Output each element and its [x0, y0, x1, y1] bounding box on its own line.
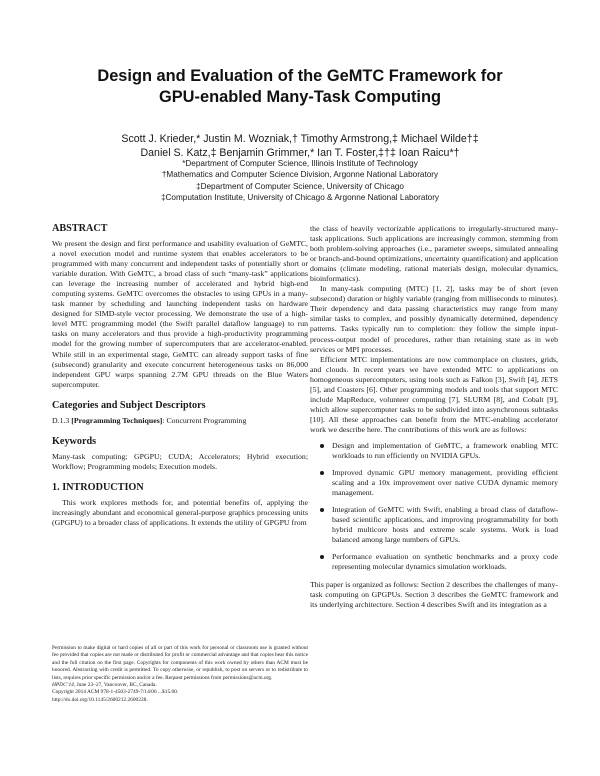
title-line-1: Design and Evaluation of the GeMTC Framework for: [97, 67, 503, 85]
doi-link[interactable]: http://dx.doi.org/10.1145/2600212.2600228.: [52, 696, 148, 703]
categories-text: [52, 416, 308, 426]
abstract-text: We present the design and first performance and usability evaluation of GeMTC, a novel execution model and runtime system that enables accelerators to be programmed with many concurrent and independent tasks of potentially short or variable duration. With GeMTC, a broad class of such “many-task” applications can leverage the increasing number of accelerated and hybrid high-end computing systems. GeMTC overcomes the obstacles to using GPUs in a many-task manner by scheduling and launching independent tasks on hardware designed for SIMD-style vector processing. We demonstrate the use of a high-level MTC programming model (the Swift parallel dataflow language) to run tasks on many accelerators and thus provide a high-productivity programming model for the growing number of supercomputers that are accelerator-enabled. While still in an experimental stage, GeMTC can already support tasks of fine (subsecond) granularity and execute concurrent heterogeneous tasks on 86,000 independent GPU warps spanning 2.7M GPU threads on the Blue Waters supercomputer.: [52, 239, 308, 389]
venue-name: HPDC’14,: [52, 682, 76, 689]
venue-details: June 23–27, Vancouver, BC, Canada.: [75, 682, 157, 689]
introduction-heading: 1. INTRODUCTION: [52, 481, 144, 493]
authors-line-2: Daniel S. Katz,‡ Benjamin Grimmer,* Ian T. Foster,‡†‡ Ioan Raicu*†: [140, 147, 460, 159]
keywords-heading: Keywords: [52, 435, 97, 447]
abstract-heading: ABSTRACT: [52, 223, 108, 234]
keywords-text: Many-task computing; GPGPU; CUDA; Accelerators; Hybrid execution; Workflow; Programming models; Execution models.: [52, 451, 308, 471]
bullet-icon: [320, 555, 324, 559]
affiliation-1: *Department of Computer Science, Illinois Institute of Technology: [182, 159, 418, 168]
categories-heading: Categories and Subject Descriptors: [52, 399, 206, 411]
bullet-icon: [320, 508, 324, 512]
contribution-text: Improved dynamic GPU memory management, providing efficient scaling and a 10x improvement over native CUDA dynamic memory management.: [332, 468, 558, 498]
contribution-list: [310, 441, 558, 573]
contribution-text: Design and implementation of GeMTC, a framework enabling MTC workloads to run efficiently on NVIDIA GPUs.: [332, 440, 558, 461]
author-list: [40, 132, 560, 160]
contribution-text: Integration of GeMTC with Swift, enabling a broad class of dataflow-based scientific applications, and improving programmability for both hybrid multicore hosts and extreme scale systems. Work is load balanced among large numbers of GPUs.: [332, 505, 558, 545]
list-item: [310, 468, 558, 498]
contribution-text: Performance evaluation on synthetic benchmarks and a proxy code representing molecular dynamics simulation workloads.: [332, 552, 558, 572]
category-bold: [Programming Techniques]: [71, 415, 163, 425]
bullet-icon: [320, 471, 324, 475]
list-item: [310, 505, 558, 545]
permission-text: Permission to make digital or hard copies of all or part of this work for personal or classroom use is granted without fee provided that copies are not made or distributed for profit or commercial advantage and that copies bear this notice and the full citation on the first page. Copyrights for components of this work owned by others than ACM must be honored. Abstracting with credit is permitted. To copy otherwise, or republish, to post on servers or to redistribute to lists, requires prior specific permission and/or a fee. Request permissions from permissions@acm.org.: [52, 645, 308, 681]
intro-paragraph: This work explores methods for, and potential benefits of, applying the increasingly abundant and economical general-purpose graphics processing units (GPGPU) to a broader class of applications. It extends the utility of GPGPU from: [52, 497, 308, 527]
bullet-icon: [320, 444, 324, 448]
right-paragraph-3: Efficient MTC implementations are now commonplace on clusters, grids, and clouds. In recent years we have extended MTC to applications on homogeneous supercomputers, using tools such as Falkon [3], Swift [4], JETS [5], and Coasters [6]. Other programming models and tools that support MTC include MapReduce, volunteer computing [7], SLURM [8], and Cobalt [9], which allow supercomputer tasks to be subdivided into asynchronous subtasks [10]. All these approaches can benefit from the MTC-enabling accelerator work we describe here. The contributions of this work are as follows:: [310, 354, 558, 434]
list-item: [310, 441, 558, 461]
category-code: D.1.3: [52, 415, 72, 425]
affiliation-2: †Mathematics and Computer Science Division, Argonne National Laboratory: [161, 170, 439, 180]
right-column: [310, 224, 558, 610]
affiliations: [40, 158, 560, 204]
title-line-2: GPU-enabled Many-Task Computing: [158, 88, 441, 106]
right-paragraph-1: the class of heavily vectorizable applications to irregularly-structured many-task applications. Such applications are increasingly common, stemming from both problem-solving approaches (i.e., parameter sweeps, simulated annealing or branch-and-bound optimizations, uncertainty quantification) and application domains (climate modeling, rational materials design, molecular dynamics, bioinformatics).: [310, 224, 558, 284]
category-rest: : Concurrent Programming: [162, 415, 247, 425]
authors-line-1: Scott J. Krieder,* Justin M. Wozniak,† Timothy Armstrong,‡ Michael Wilde†‡: [121, 133, 479, 145]
affiliation-4: ‡Computation Institute, University of Chicago & Argonne National Laboratory: [160, 193, 440, 203]
affiliation-3: ‡Department of Computer Science, University of Chicago: [196, 181, 404, 191]
left-column: [52, 222, 308, 528]
copyright-footnote: [52, 645, 308, 704]
paper-title: [40, 66, 560, 108]
list-item: [310, 552, 558, 572]
right-paragraph-4: This paper is organized as follows: Section 2 describes the challenges of many-task computing on GPGPUs. Section 3 describes the GeMTC framework and its underlying architecture. Section 4 describes Swift and its integration as a: [310, 579, 558, 609]
right-paragraph-2: In many-task computing (MTC) [1, 2], tasks may be of short (even subsecond) duration or highly variable (ranging from milliseconds to minutes). Their dependency and data passing characteristics may range from many similar tasks to complex, and possibly dynamically determined, dependency patterns. Tasks typically run to completion: they follow the simple input-process-output model of procedures, rather than retaining state as in web services or MPI processes.: [310, 284, 558, 354]
copyright-line: Copyright 2014 ACM 978-1-4503-2749-7/14/06 ...$15.00.: [52, 689, 179, 696]
